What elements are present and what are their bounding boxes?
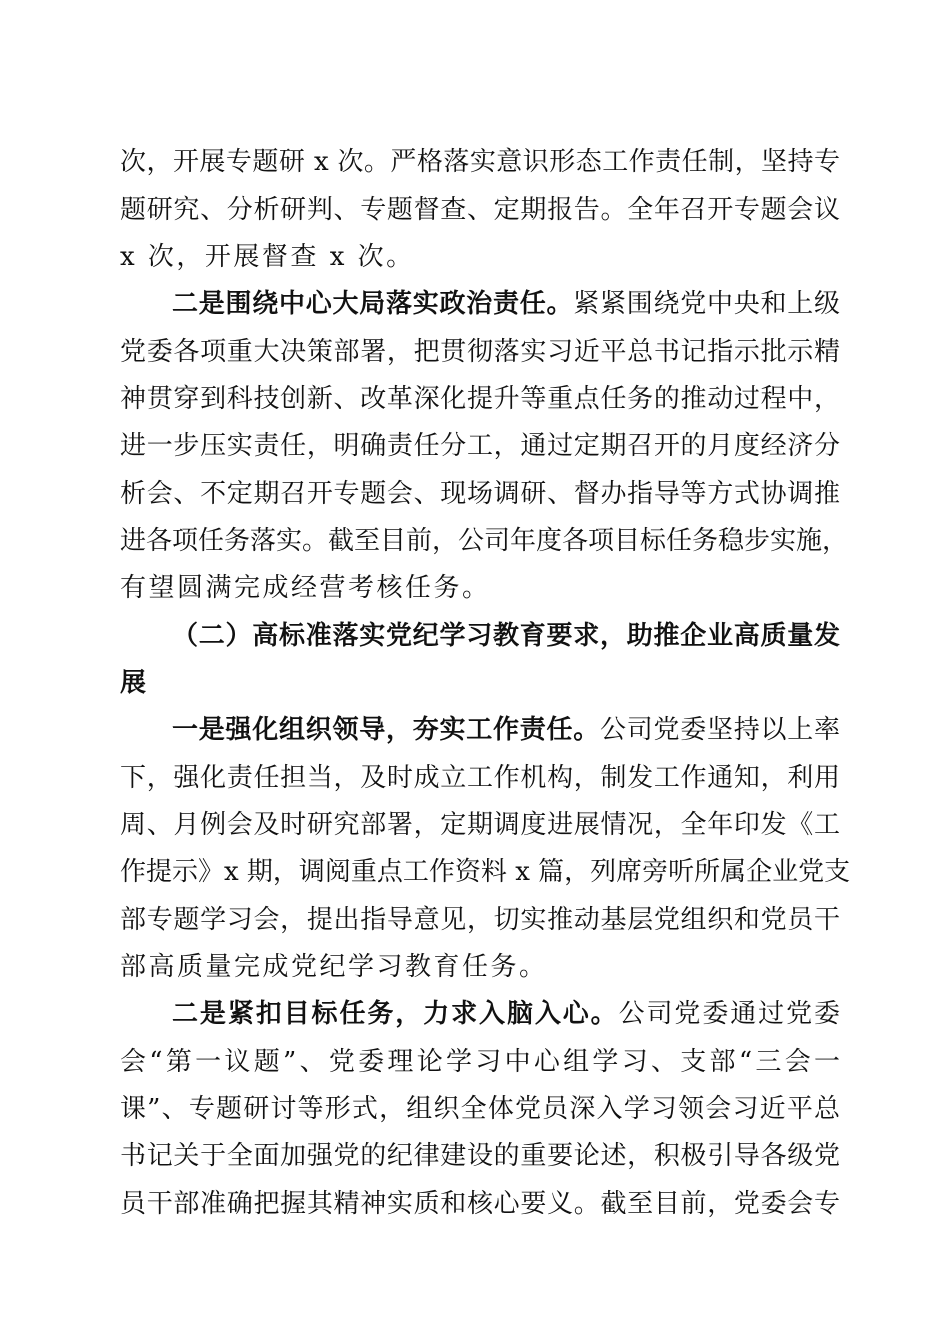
- text-line: 有望圆满完成经营考核任务。: [120, 573, 491, 603]
- text-line: 部高质量完成党纪学习教育任务。: [120, 952, 548, 982]
- paragraph-first-line: [172, 287, 840, 321]
- text-line: 次，开展专题研 x 次。严格落实意识形态工作责任制，坚持专: [120, 147, 840, 177]
- text-line: 神贯穿到科技创新、改革深化提升等重点任务的推动过程中，: [120, 384, 840, 414]
- paragraph-first-line: [172, 713, 840, 747]
- text-line: 析会、不定期召开专题会、现场调研、督办指导等方式协调推: [120, 479, 840, 509]
- text-run: 公司党委通过党委: [618, 999, 840, 1029]
- text-line: 进各项任务落实。截至目前，公司年度各项目标任务稳步实施，: [120, 526, 849, 556]
- paragraph-lead: 一是强化组织领导，夯实工作责任。: [172, 715, 600, 745]
- section-heading-continuation: 展: [120, 668, 149, 698]
- text-line: 下，强化责任担当，及时成立工作机构，制发工作通知，利用: [120, 763, 840, 793]
- text-run: 紧紧围绕党中央和上级: [573, 289, 840, 319]
- text-line: 作提示》x 期，调阅重点工作资料 x 篇，列席旁听所属企业党支: [120, 857, 851, 887]
- text-line: x 次，开展督查 x 次。: [120, 242, 415, 272]
- text-line: 课”、专题研讨等形式，组织全体党员深入学习领会习近平总: [120, 1094, 840, 1124]
- text-line: 书记关于全面加强党的纪律建设的重要论述，积极引导各级党: [120, 1141, 840, 1171]
- text-line: 周、月例会及时研究部署，定期调度进展情况，全年印发《工: [120, 810, 840, 840]
- text-line: 部专题学习会，提出指导意见，切实推动基层党组织和党员干: [120, 905, 840, 935]
- text-run: 公司党委坚持以上率: [599, 715, 840, 745]
- text-line: 员干部准确把握其精神实质和核心要义。截至目前，党委会专: [120, 1189, 840, 1219]
- paragraph-first-line: [172, 997, 840, 1031]
- paragraph-lead: 二是围绕中心大局落实政治责任。: [172, 289, 574, 319]
- text-line: 党委各项重大决策部署，把贯彻落实习近平总书记指示批示精: [120, 337, 840, 367]
- text-line: 会“第一议题”、党委理论学习中心组学习、支部“三会一: [120, 1047, 840, 1077]
- text-line: 进一步压实责任，明确责任分工，通过定期召开的月度经济分: [120, 431, 840, 461]
- section-heading: （二）高标准落实党纪学习教育要求，助推企业高质量发: [172, 621, 840, 651]
- paragraph-lead: 二是紧扣目标任务，力求入脑入心。: [172, 999, 619, 1029]
- text-line: 题研究、分析研判、专题督查、定期报告。全年召开专题会议: [120, 195, 840, 225]
